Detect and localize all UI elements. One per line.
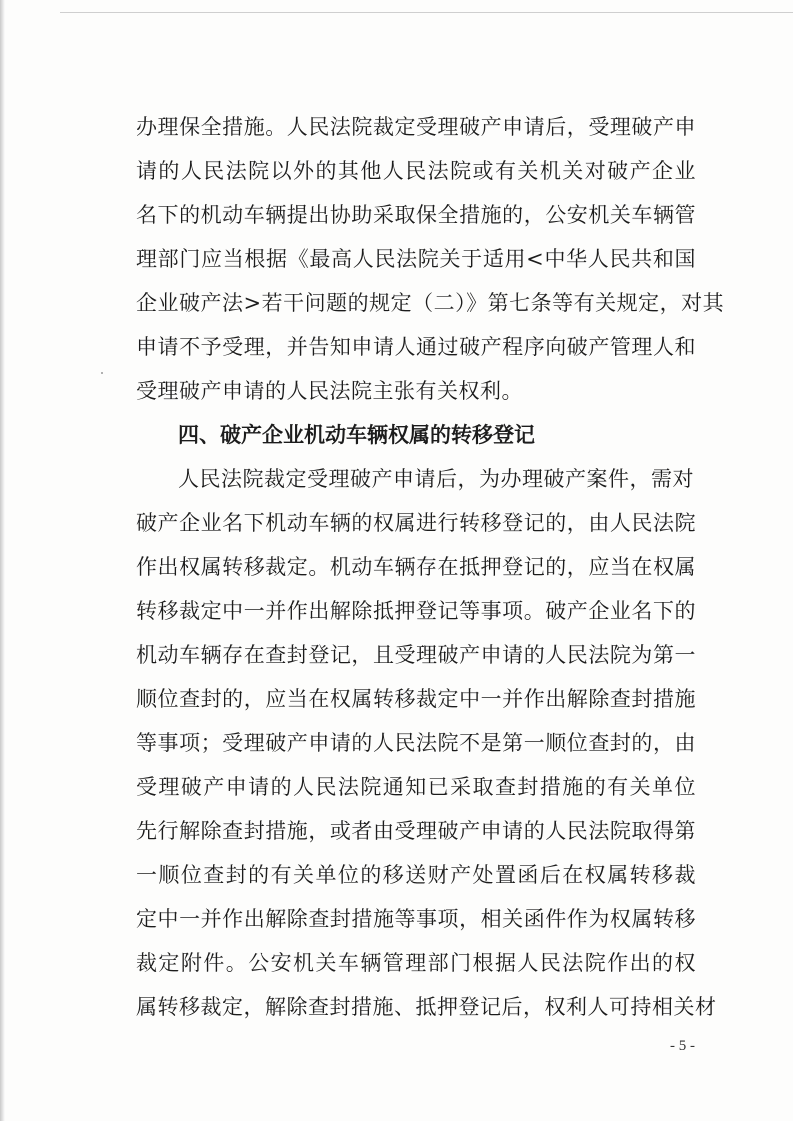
paragraph-2-line: 属转移裁定，解除查封措施、抵押登记后，权利人可持相关材 [136, 995, 717, 1019]
paragraph-1-line: 申请不予受理，并告知申请人通过破产程序向破产管理人和 [136, 335, 696, 359]
paragraph-2-line: 顺位查封的，应当在权属转移裁定中一并作出解除查封措施 [136, 687, 696, 711]
paragraph-1-line: 请的人民法院以外的其他人民法院或有关机关对破产企业 [136, 159, 696, 183]
paragraph-1-line: 理部门应当根据《最高人民法院关于适用<中华人民共和国 [136, 247, 696, 271]
paragraph-2-line: 人民法院裁定受理破产申请后，为办理破产案件，需对 [178, 467, 694, 491]
page-top-border [60, 12, 793, 13]
paragraph-2-line: 等事项；受理破产申请的人民法院不是第一顺位查封的，由 [136, 731, 696, 755]
paragraph-2-line: 作出权属转移裁定。机动车辆存在抵押登记的，应当在权属 [136, 555, 696, 579]
section-heading: 四、破产企业机动车辆权属的转移登记 [178, 423, 535, 447]
paragraph-2-line: 机动车辆存在查封登记，且受理破产申请的人民法院为第一 [136, 643, 696, 667]
scan-speck [101, 372, 103, 374]
paragraph-1-line: 受理破产申请的人民法院主张有关权利。 [136, 379, 523, 403]
paragraph-2-line: 一顺位查封的有关单位的移送财产处置函后在权属转移裁 [136, 863, 696, 887]
paragraph-2-line: 受理破产申请的人民法院通知已采取查封措施的有关单位 [136, 775, 696, 799]
paragraph-1-line: 企业破产法>若干问题的规定（二）》第七条等有关规定，对其 [136, 291, 725, 315]
paragraph-1-line: 办理保全措施。人民法院裁定受理破产申请后，受理破产申 [136, 115, 696, 139]
paragraph-2-line: 转移裁定中一并作出解除抵押登记等事项。破产企业名下的 [136, 599, 696, 623]
scan-edge-shadow [0, 0, 5, 1121]
paragraph-2-line: 先行解除查封措施，或者由受理破产申请的人民法院取得第 [136, 819, 696, 843]
paragraph-2-line: 破产企业名下机动车辆的权属进行转移登记的，由人民法院 [136, 511, 696, 535]
page-number: - 5 - [670, 1038, 695, 1054]
paragraph-2-line: 裁定附件。公安机关车辆管理部门根据人民法院作出的权 [136, 951, 696, 975]
paragraph-1-line: 名下的机动车辆提出协助采取保全措施的，公安机关车辆管 [136, 203, 696, 227]
paragraph-2-line: 定中一并作出解除查封措施等事项，相关函件作为权属转移 [136, 907, 696, 931]
